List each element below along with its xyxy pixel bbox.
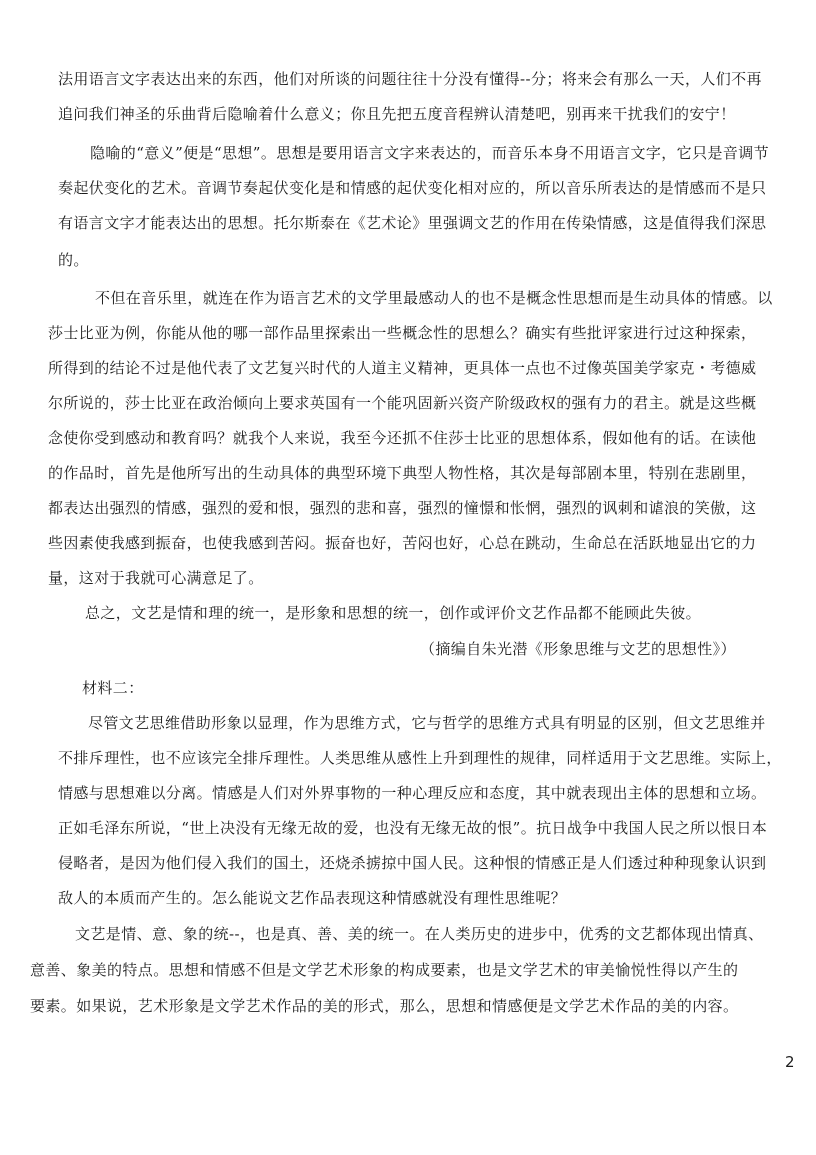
text-line: 敌人的本质而产生的。怎么能说文艺作品表现这种情感就没有理性思维呢？: [58, 889, 567, 907]
text-line: 不但在音乐里，就连在作为语言艺术的文学里最感动人的也不是概念性思想而是生动具体的情感。以: [95, 289, 773, 307]
text-line: 侵略者，是因为他们侵入我们的国土，还烧杀掳掠中国人民。这种恨的情感正是人们透过种种现象认识到: [58, 854, 767, 872]
source-citation: （摘编自朱光潜《形象思维与文艺的思想性》）: [420, 640, 736, 658]
text-line: 法用语言文字表达出来的东西，他们对所谈的问题往往十分没有懂得--分；将来会有那么一天，人们不再: [58, 70, 762, 88]
text-line: 文艺是情、意、象的统--，也是真、善、美的统一。在人类历史的进步中，优秀的文艺都体现出情真、: [75, 925, 764, 943]
text-line: 意善、象美的特点。思想和情感不但是文学艺术形象的构成要素，也是文学艺术的审美愉悦性得以产生的: [30, 961, 739, 979]
text-line: 要素。如果说，艺术形象是文学艺术作品的美的形式，那么，思想和情感便是文学艺术作品的美的内容。: [30, 997, 739, 1015]
text-line: 追问我们神圣的乐曲背后隐喻着什么意义；你且先把五度音程辨认清楚吧，别再来干扰我们的安宁！: [58, 105, 736, 123]
text-line: 尽管文艺思维借助形象以显理，作为思维方式，它与哲学的思维方式具有明显的区别，但文艺思维并: [88, 714, 766, 732]
text-line: 不排斥理性，也不应该完全排斥理性。人类思维从感性上升到理性的规律，同样适用于文艺思维。实际上，: [58, 749, 782, 767]
text-line: 莎士比亚为例，你能从他的哪一部作品里探索出一些概念性的思想么？确实有些批评家进行过这种探索，: [48, 324, 757, 342]
text-line: 念使你受到感动和教育吗？就我个人来说，我至今还抓不住莎士比亚的思想体系，假如他有的话。在读他: [48, 429, 757, 447]
text-line: 情感与思想难以分离。情感是人们对外界事物的一种心理反应和态度，其中就表现出主体的思想和立场。: [58, 784, 767, 802]
text-line: 所得到的结论不过是他代表了文艺复兴时代的人道主义精神，更具体一点也不过像英国美学家克・考德威: [48, 359, 757, 377]
text-line: 有语言文字才能表达出的思想。托尔斯泰在《艺术论》里强调文艺的作用在传染情感，这是值得我们深思: [58, 214, 767, 232]
text-line: 尔所说的，莎士比亚在政治倾向上要求英国有一个能巩固新兴资产阶级政权的强有力的君主。就是这些概: [48, 394, 757, 412]
text-line: 量，这对于我就可心满意足了。: [48, 569, 264, 587]
page-number: 2: [785, 1053, 795, 1071]
text-line: 正如毛泽东所说，“世上决没有无缘无故的爱，也没有无缘无故的恨”。抗日战争中我国人民之所以恨日本: [58, 819, 768, 837]
text-line: 奏起伏变化的艺术。音调节奏起伏变化是和情感的起伏变化相对应的，所以音乐所表达的是情感而不是只: [58, 179, 767, 197]
section-heading: 材料二：: [82, 679, 144, 697]
text-line: 隐喻的“意义”便是“思想”。思想是要用语言文字来表达的，而音乐本身不用语言文字，它只是音调节: [90, 144, 770, 162]
text-line: 总之，文艺是情和理的统一，是形象和思想的统一，创作或评价文艺作品都不能顾此失彼。: [85, 604, 702, 622]
text-line: 的。: [58, 251, 89, 269]
text-line: 的作品时，首先是他所写出的生动具体的典型环境下典型人物性格，其次是每部剧本里，特别在悲剧里，: [48, 464, 757, 482]
text-line: 些因素使我感到振奋，也使我感到苦闷。振奋也好，苦闷也好，心总在跳动，生命总在活跃地显出它的力: [48, 534, 757, 552]
text-line: 都表达出强烈的情感，强烈的爱和恨，强烈的悲和喜，强烈的憧憬和怅惘，强烈的讽刺和谑浪的笑傲，这: [48, 499, 757, 517]
